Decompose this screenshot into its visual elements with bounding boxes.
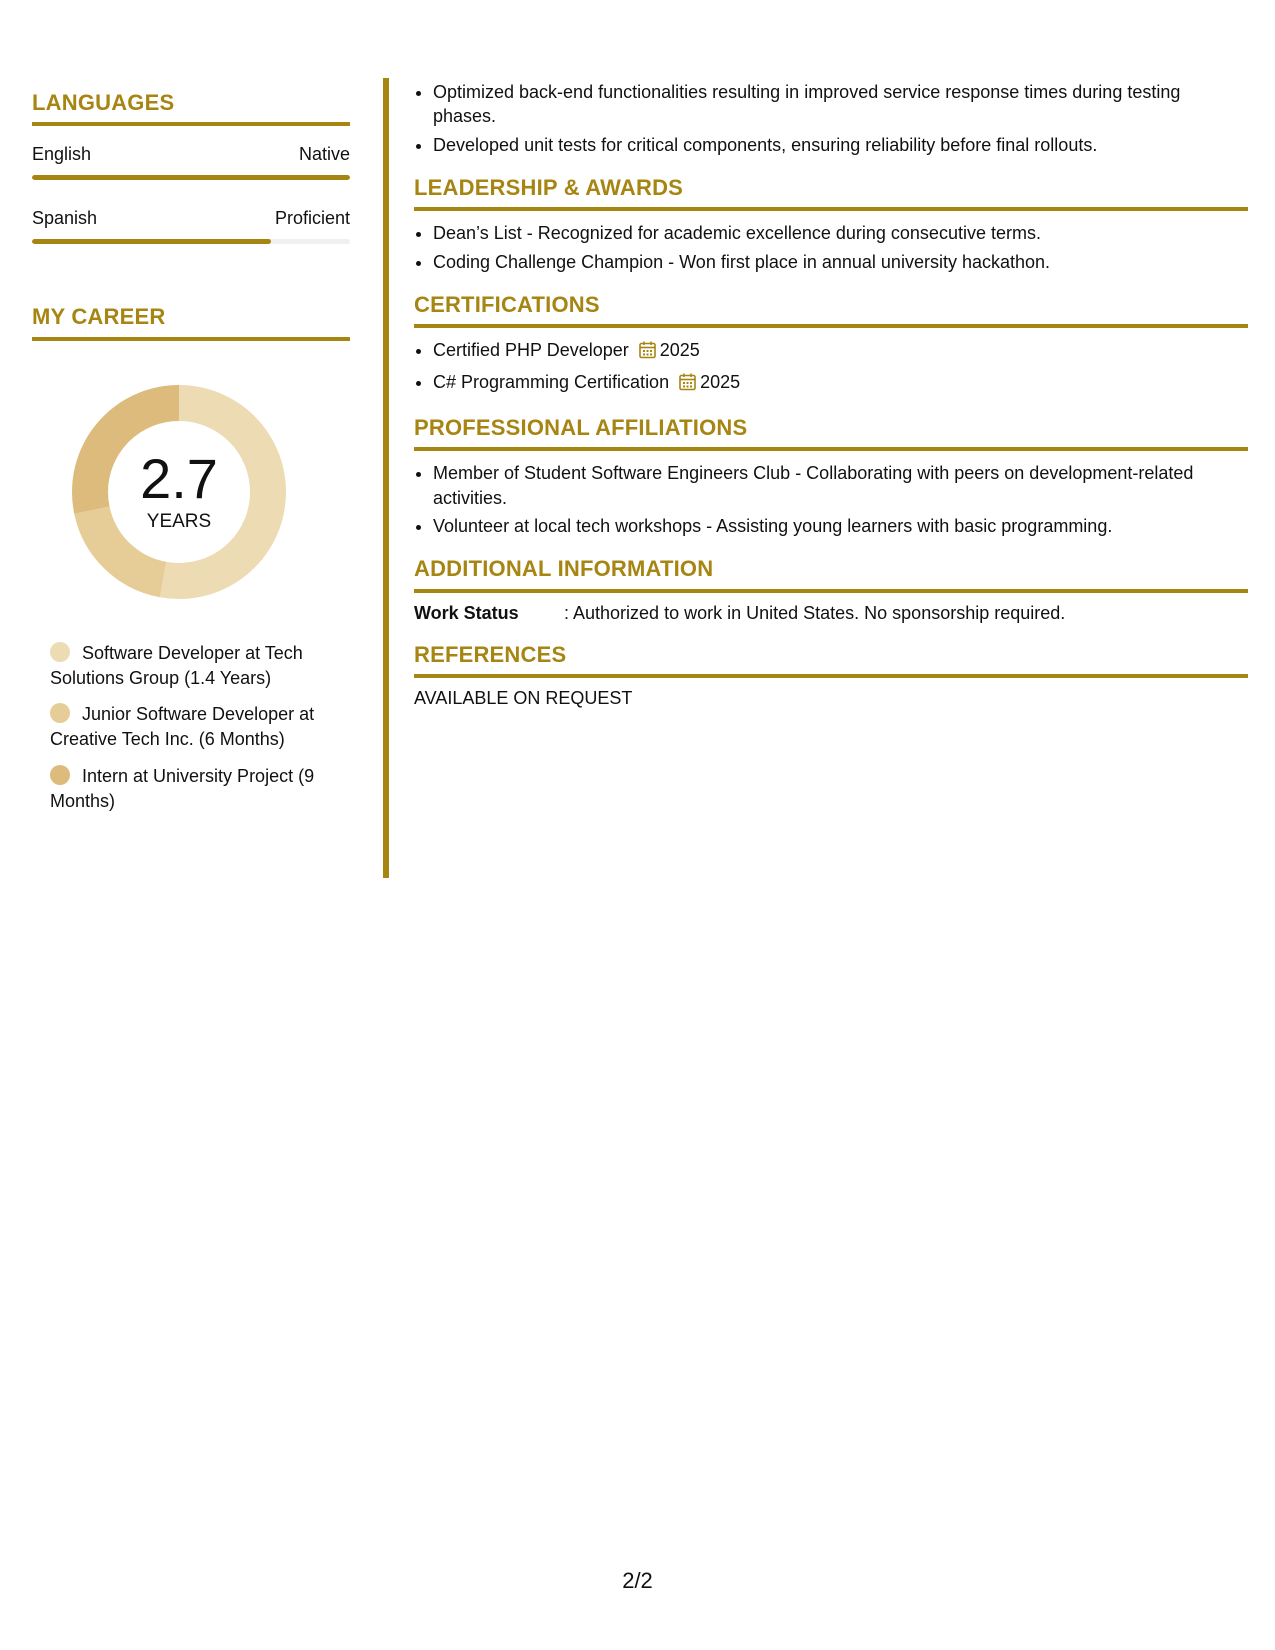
career-legend bbox=[50, 641, 350, 814]
legend-label: Junior Software Developer at Creative Tech Inc. (6 Months) bbox=[50, 704, 315, 750]
column-divider bbox=[383, 78, 389, 878]
references-heading: REFERENCES bbox=[414, 642, 1248, 678]
affiliations-heading: PROFESSIONAL AFFILIATIONS bbox=[414, 415, 1248, 451]
work-status-row bbox=[414, 603, 1248, 624]
legend-dot bbox=[50, 703, 70, 723]
career-heading: MY CAREER bbox=[32, 304, 350, 340]
leadership-list bbox=[414, 221, 1248, 274]
leadership-heading: LEADERSHIP & AWARDS bbox=[414, 175, 1248, 211]
career-donut-chart bbox=[66, 379, 292, 605]
certification-name: C# Programming Certification bbox=[433, 371, 670, 392]
language-item-spanish bbox=[32, 208, 350, 244]
list-item: • Volunteer at local tech workshops - Assisting young learners with basic programming. bbox=[433, 514, 1248, 538]
legend-item bbox=[50, 764, 350, 814]
legend-dot bbox=[50, 642, 70, 662]
donut-center bbox=[66, 379, 292, 605]
work-status-value: : Authorized to work in United States. No sponsorship required. bbox=[564, 602, 1066, 623]
language-bar bbox=[32, 239, 350, 244]
list-item: • Coding Challenge Champion - Won first place in annual university hackathon. bbox=[433, 250, 1248, 274]
certification-name: Certified PHP Developer bbox=[433, 340, 629, 361]
page-number: 2/2 bbox=[622, 1568, 653, 1593]
certifications-heading: CERTIFICATIONS bbox=[414, 292, 1248, 328]
languages-heading: LANGUAGES bbox=[32, 90, 350, 126]
language-name: English bbox=[32, 144, 92, 165]
list-item: • Member of Student Software Engineers Club - Collaborating with peers on development-related activities. bbox=[433, 461, 1248, 510]
right-column bbox=[414, 80, 1248, 709]
references-text: AVAILABLE ON REQUEST bbox=[414, 687, 633, 708]
language-name: Spanish bbox=[32, 208, 98, 229]
career-section bbox=[32, 304, 350, 813]
certification-item bbox=[433, 338, 1248, 365]
career-unit: YEARS bbox=[146, 510, 212, 532]
language-bar bbox=[32, 175, 350, 180]
list-item: • Dean’s List - Recognized for academic excellence during consecutive terms. bbox=[433, 221, 1248, 245]
language-item-english bbox=[32, 144, 350, 180]
legend-item bbox=[50, 641, 350, 691]
language-bar-fill bbox=[32, 239, 271, 244]
legend-dot bbox=[50, 765, 70, 785]
calendar-icon bbox=[639, 341, 656, 365]
languages-section bbox=[32, 90, 350, 244]
work-status-label: Work Status bbox=[414, 602, 519, 623]
list-item: • Optimized back-end functionalities resulting in improved service response times during testing phases. bbox=[433, 80, 1248, 129]
language-bar-fill bbox=[32, 175, 350, 180]
certifications-list bbox=[414, 338, 1248, 397]
calendar-icon bbox=[679, 373, 696, 397]
legend-item bbox=[50, 702, 350, 752]
left-column bbox=[32, 90, 350, 826]
legend-label: Software Developer at Tech Solutions Group (1.4 Years) bbox=[50, 642, 303, 688]
certification-year: 2025 bbox=[700, 371, 741, 392]
affiliations-list bbox=[414, 461, 1248, 538]
legend-label: Intern at University Project (9 Months) bbox=[50, 766, 315, 811]
additional-info-heading: ADDITIONAL INFORMATION bbox=[414, 556, 1248, 592]
list-item: • Developed unit tests for critical components, ensuring reliability before final rollouts. bbox=[433, 133, 1248, 157]
language-level: Proficient bbox=[274, 208, 350, 229]
certification-item bbox=[433, 370, 1248, 397]
certification-year: 2025 bbox=[659, 340, 700, 361]
career-total: 2.7 bbox=[140, 446, 218, 510]
experience-continued-list bbox=[414, 80, 1248, 157]
language-level: Native bbox=[298, 144, 350, 165]
